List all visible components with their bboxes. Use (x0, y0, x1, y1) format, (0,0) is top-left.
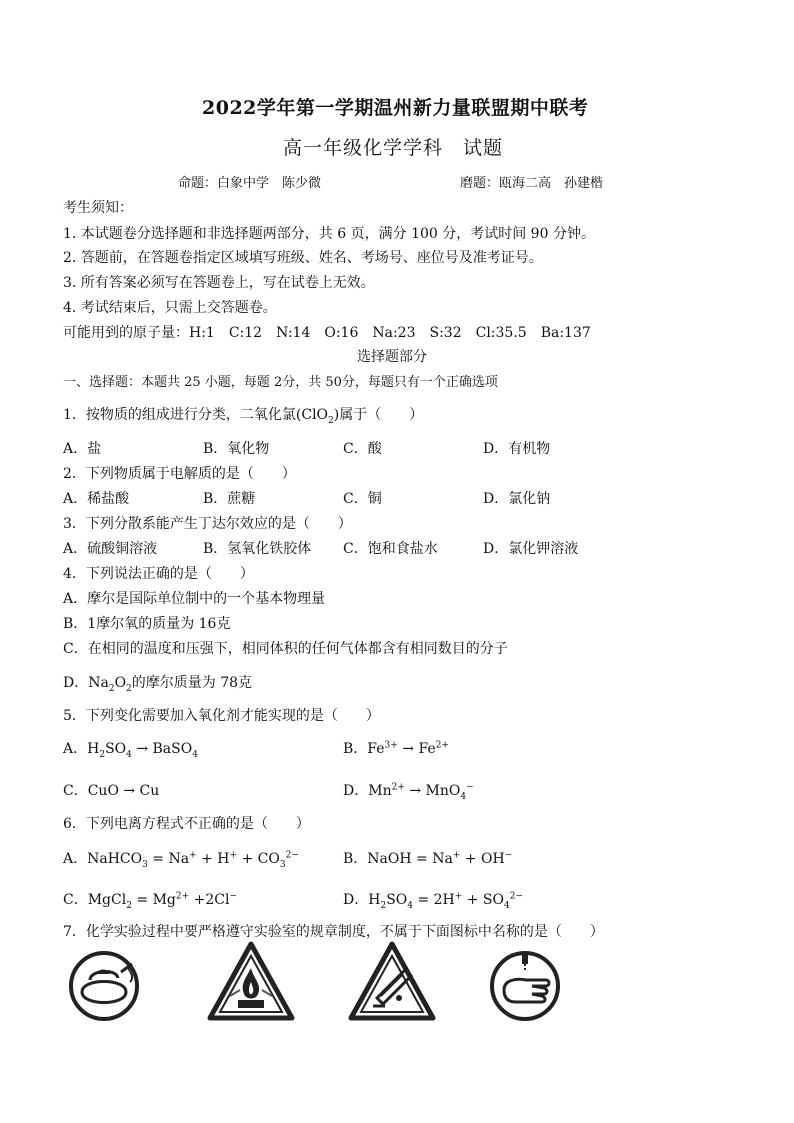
q3-option-d: D．氯化钾溶液 (483, 541, 579, 557)
q5-option-d: D．$Mn^{2+} \to MnO_4^-$ (343, 782, 474, 802)
q5-option-a: A．$H_2SO_4$ → BaSO$_4$ (63, 741, 198, 760)
q1-option-a: A．盐 (63, 441, 102, 457)
question-3-stem: 3．下列分散系能产生丁达尔效应的是（ ） (63, 516, 352, 532)
notice-heading: 考生须知： (63, 200, 133, 216)
q3-option-c: C．饱和食盐水 (343, 541, 438, 557)
q4-option-b: B．1摩尔氧的质量为 16克 (63, 616, 231, 632)
notice-item: 1. 本试题卷分选择题和非选择题两部分，共 6 页，满分 100 分，考试时间 90 分钟。 (63, 226, 595, 242)
q5-option-b: B．$Fe^{3+} \to Fe^{2+}$ (343, 740, 449, 757)
question-7-stem: 7．化学实验过程中要严格遵守实验室的规章制度，不属于下面图标中名称的是（ ） (63, 924, 604, 940)
q1-option-d: D．有机物 (483, 441, 551, 457)
wash-hands-icon (486, 944, 564, 1024)
section-instruction: 一、选择题：本题共 25 小题，每题 2分，共 50分，每题只有一个正确选项 (63, 375, 498, 390)
q1-option-c: C．酸 (343, 441, 382, 457)
question-5-stem: 5．下列变化需要加入氧化剂才能实现的是（ ） (63, 708, 380, 724)
notice-item: 3. 所有答案必须写在答题卷上，写在试卷上无效。 (63, 275, 375, 291)
q6-option-a: A．NaHCO$_3$ = $Na^+ + H^+ + CO_3^{2-}$ (63, 850, 299, 870)
notice-item: 4. 考试结束后，只需上交答题卷。 (63, 300, 277, 316)
notice-item: 2. 答题前，在答题卷指定区域填写班级、姓名、考场号、座位号及准考证号。 (63, 250, 543, 266)
exam-title: 2022学年第一学期温州新力量联盟期中联考 (202, 97, 589, 119)
q3-option-b: B．氢氧化铁胶体 (203, 541, 312, 557)
q4-option-a: A．摩尔是国际单位制中的一个基本物理量 (63, 591, 326, 607)
author-line: 命题：白象中学 陈少微 (178, 176, 322, 191)
question-1-stem: 1．按物质的组成进行分类，二氧化氯(ClO$_2$)属于（ ） (63, 407, 424, 426)
question-2-stem: 2．下列物质属于电解质的是（ ） (63, 466, 296, 482)
q2-option-a: A．稀盐酸 (63, 491, 130, 507)
q5-option-c: C．CuO → Cu (63, 783, 160, 799)
q2-option-c: C．铜 (343, 491, 382, 507)
open-flame-warning-icon (206, 940, 296, 1024)
section-title: 选择题部分 (357, 349, 427, 365)
atomic-masses: 可能用到的原子量：H:1 C:12 N:14 O:16 Na:23 S:32 Cl:35.5 Ba:137 (63, 325, 591, 341)
q6-option-c: C．MgCl$_2$ = $Mg^{2+} +2Cl^-$ (63, 891, 237, 911)
q4-option-c: C．在相同的温度和压强下，相同体积的任何气体都含有相同数目的分子 (63, 641, 508, 657)
q4-option-d: D．$Na_2O_2$的摩尔质量为 78克 (63, 675, 253, 694)
q1-option-b: B．氧化物 (203, 441, 270, 457)
reviewer-line: 磨题：瓯海二高 孙建楷 (460, 176, 604, 191)
q6-option-d: D．$H_2SO_4 = 2H^+ + SO_4^{2-}$ (343, 891, 524, 911)
q3-option-a: A．硫酸铜溶液 (63, 541, 158, 557)
exam-subtitle: 高一年级化学学科 试题 (283, 137, 504, 159)
sharp-object-warning-icon (347, 940, 437, 1024)
question-6-stem: 6．下列电离方程式不正确的是（ ） (63, 816, 310, 832)
question-4-stem: 4．下列说法正确的是（ ） (63, 566, 254, 582)
q2-option-b: B．蔗糖 (203, 491, 256, 507)
q2-option-d: D．氯化钠 (483, 491, 551, 507)
hot-container-icon (66, 948, 144, 1024)
q6-option-b: B．NaOH = Na+ + OH− (343, 850, 513, 867)
